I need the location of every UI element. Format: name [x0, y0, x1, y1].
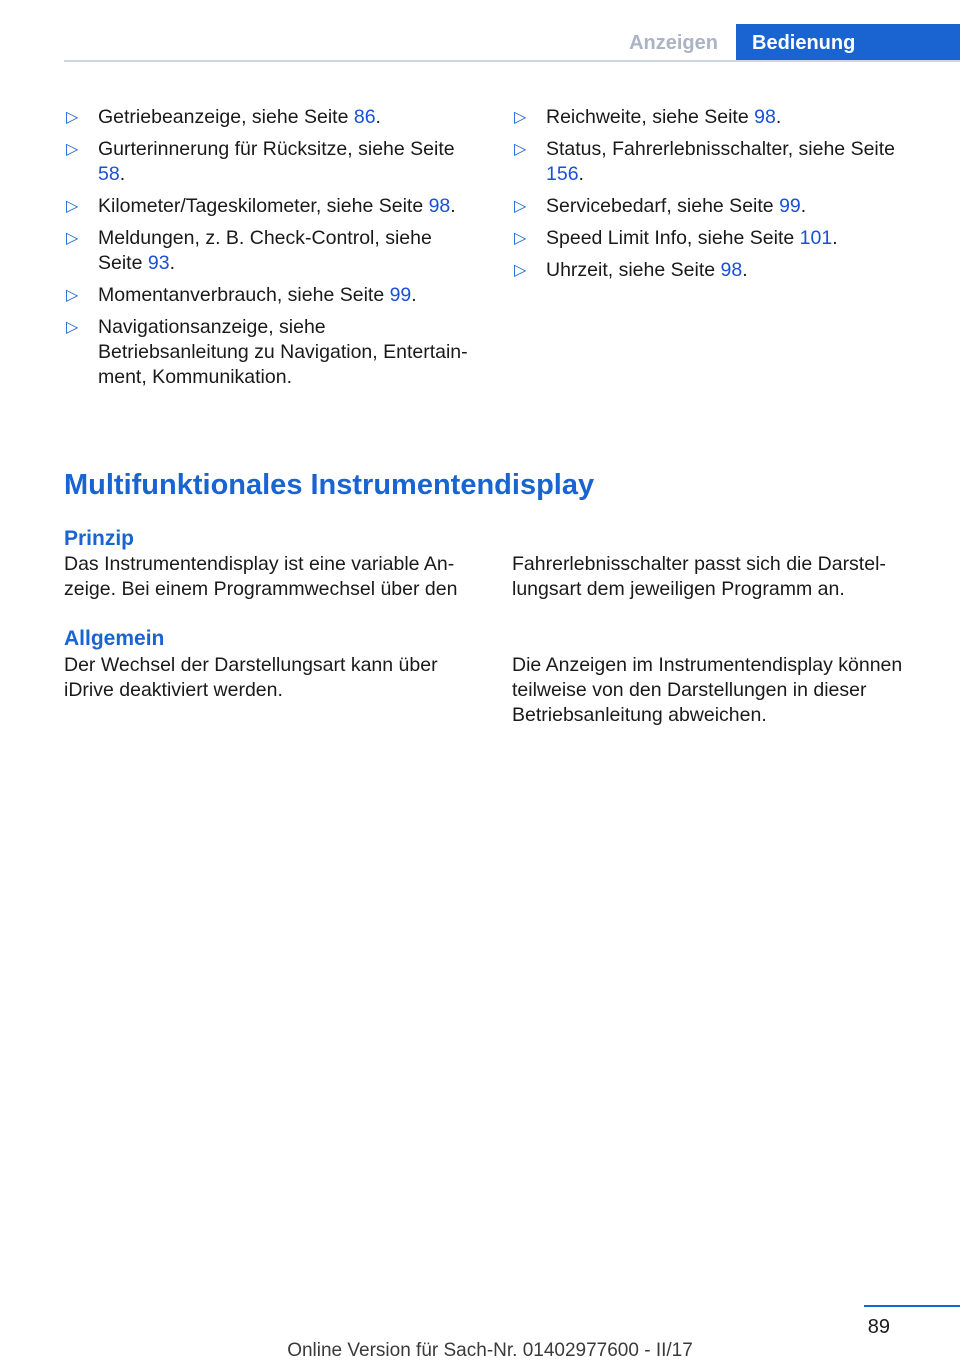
- list-item-label: Navigationsanzeige, siehe Betriebsanleitung zu Navigation, Entertainment, Kommunikation.: [98, 316, 468, 388]
- bullet-triangle-icon: ▷: [66, 319, 79, 336]
- list-item-label: Kilometer/Tageskilometer, siehe Seite: [98, 195, 429, 217]
- list-item-period: .: [775, 106, 782, 128]
- list-item: [64, 105, 478, 130]
- right-reference-list: [512, 105, 926, 290]
- list-item-period: .: [742, 259, 748, 281]
- list-item-period: .: [119, 163, 126, 185]
- list-item: [512, 105, 926, 130]
- bullet-triangle-icon: ▷: [514, 141, 527, 158]
- page-reference-link[interactable]: 86: [353, 106, 376, 128]
- list-item: [512, 226, 926, 251]
- bullet-triangle-icon: ▷: [514, 230, 527, 247]
- list-item-period: .: [450, 195, 456, 217]
- page-reference-link[interactable]: 156: [546, 163, 579, 185]
- list-item: [512, 194, 926, 219]
- list-item-text: [98, 105, 478, 130]
- list-item-text: [98, 283, 478, 308]
- bullet-triangle-icon: ▷: [66, 198, 79, 215]
- list-item-text: [546, 258, 926, 283]
- bullet-triangle-icon: ▷: [66, 141, 79, 158]
- list-item-period: .: [578, 163, 584, 185]
- list-item-text: [98, 315, 478, 390]
- list-item-label: Speed Limit Info, siehe Seite: [546, 227, 800, 249]
- page-reference-link[interactable]: 99: [389, 284, 412, 306]
- list-item-period: .: [800, 195, 807, 217]
- list-item-text: [546, 105, 926, 130]
- list-item-period: .: [832, 227, 838, 249]
- prinzip-text-left: Das Instrumentendisplay ist eine variable Anzeige. Bei einem Programmwechsel über den: [64, 553, 458, 600]
- subheading-prinzip: Prinzip: [64, 527, 135, 550]
- list-item: [512, 258, 926, 283]
- list-item-text: [546, 226, 926, 251]
- list-item-label: Servicebedarf, siehe Seite: [546, 195, 780, 217]
- list-item: [64, 137, 478, 187]
- page-reference-link[interactable]: 101: [799, 227, 833, 249]
- section-title: Multifunktionales Instrumentendisplay: [64, 469, 595, 501]
- allgemein-text-right: Die Anzeigen im Instrumentendisplay können teilweise von den Darstellungen in dieser Betriebsanleitung abweichen.: [512, 654, 903, 726]
- page-reference-link[interactable]: 93: [147, 252, 170, 274]
- bullet-triangle-icon: ▷: [514, 262, 527, 279]
- list-item-label: Uhrzeit, siehe Seite: [546, 259, 721, 281]
- list-item-label: Status, Fahrerlebnisschalter, siehe Seite: [546, 138, 896, 160]
- bullet-triangle-icon: ▷: [514, 109, 527, 126]
- bullet-triangle-icon: ▷: [66, 109, 79, 126]
- bullet-triangle-icon: ▷: [514, 198, 527, 215]
- header-tabs: [616, 24, 960, 62]
- tab-bedienung[interactable]: Bedienung: [736, 24, 960, 62]
- page-number: 89: [867, 1316, 890, 1338]
- list-item-period: .: [411, 284, 417, 306]
- list-item-label: Reichweite, siehe Seite: [546, 106, 755, 128]
- list-item: [64, 194, 478, 219]
- list-item-label: Momentanverbrauch, siehe Seite: [98, 284, 390, 306]
- list-item-text: [546, 137, 926, 187]
- list-item-text: [98, 226, 478, 276]
- list-item-label: Gurterinnerung für Rücksitze, siehe Seite: [98, 138, 455, 160]
- list-item-text: [98, 137, 478, 187]
- page-reference-link[interactable]: 98: [754, 106, 776, 128]
- tab-anzeigen[interactable]: Anzeigen: [629, 31, 718, 54]
- footer-divider: [864, 1305, 960, 1307]
- list-item-period: .: [169, 252, 175, 274]
- list-item: [512, 137, 926, 187]
- left-reference-list: [64, 105, 478, 397]
- list-item-label: Getriebeanzeige, siehe Seite: [98, 106, 354, 128]
- bullet-triangle-icon: ▷: [66, 230, 79, 247]
- list-item-label: Meldungen, z. B. Check-Control, siehe Seite: [98, 227, 432, 274]
- subheading-allgemein: Allgemein: [64, 627, 165, 650]
- list-item-period: .: [375, 106, 381, 128]
- header-divider: [64, 60, 960, 62]
- list-item-text: [98, 194, 478, 219]
- allgemein-text-left: Der Wechsel der Darstellungsart kann über iDrive deaktiviert werden.: [64, 654, 438, 701]
- bullet-triangle-icon: ▷: [66, 287, 79, 304]
- page-reference-link[interactable]: 58: [98, 163, 120, 185]
- page-reference-link[interactable]: 99: [779, 195, 801, 217]
- list-item: [64, 226, 478, 276]
- list-item-text: [546, 194, 926, 219]
- list-item: [64, 283, 478, 308]
- list-item: [64, 315, 478, 390]
- page-reference-link[interactable]: 98: [428, 195, 451, 217]
- page-reference-link[interactable]: 98: [720, 259, 743, 281]
- prinzip-text-right: Fahrerlebnisschalter passt sich die Darstellungsart dem jeweiligen Programm an.: [512, 553, 886, 600]
- footer-online-version: Online Version für Sach-Nr. 01402977600 - II/17: [287, 1340, 693, 1361]
